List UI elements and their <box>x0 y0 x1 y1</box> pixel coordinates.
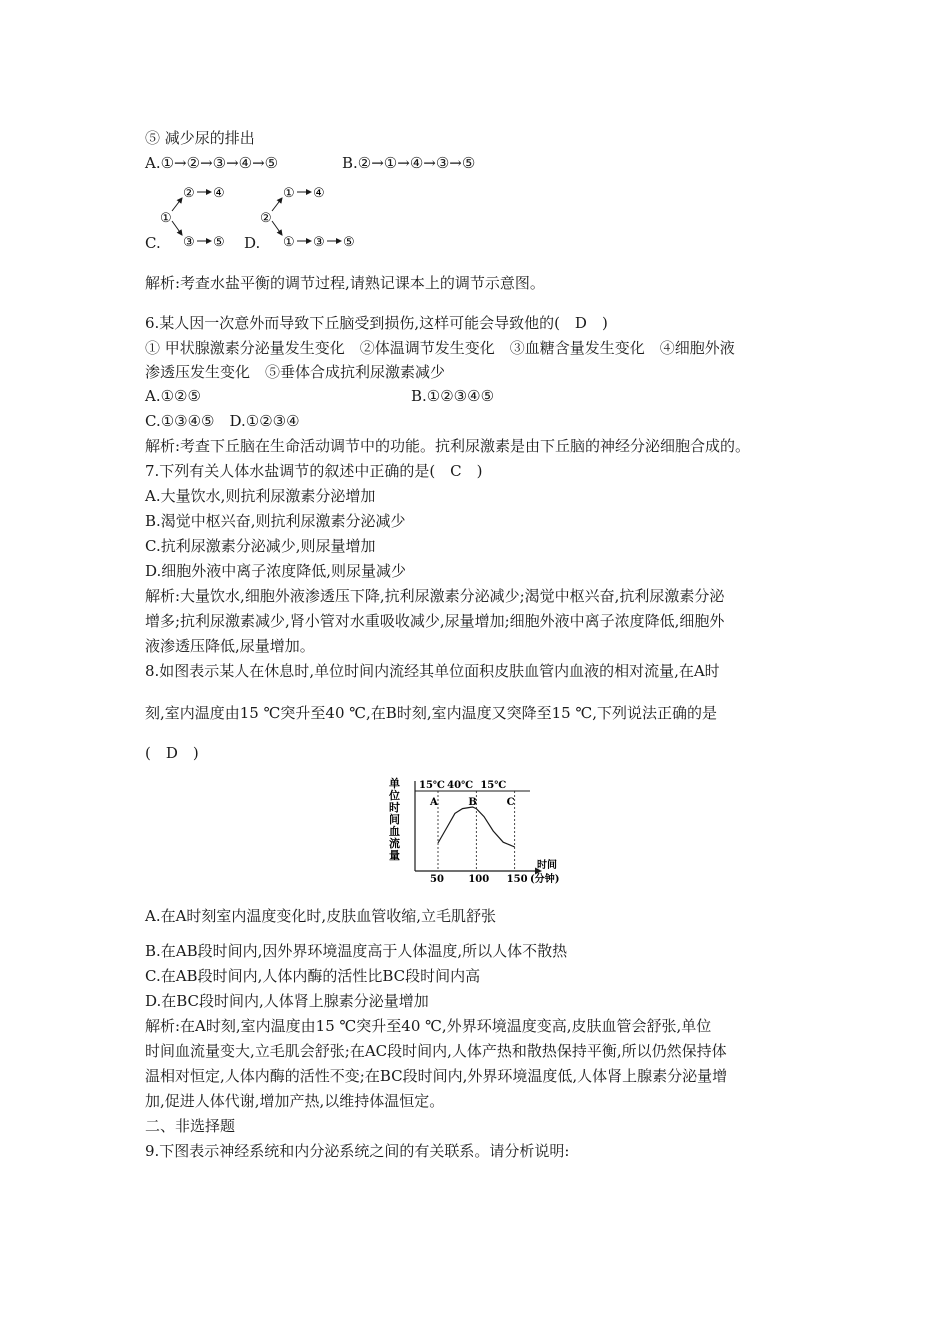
segment-marker: B <box>468 797 477 808</box>
x-axis-label-line2: (分钟) <box>530 874 560 885</box>
y-axis-label-char: 时 <box>389 801 400 814</box>
temperature-label: 15℃ <box>419 780 445 791</box>
diag-d-bot2: ③ <box>313 235 325 250</box>
q5-analysis: 解析:考查水盐平衡的调节过程,请熟记课本上的调节示意图。 <box>145 274 545 292</box>
q8-analysis-line3: 温相对恒定,人体内酶的活性不变;在BC段时间内,外界环境温度低,人体肾上腺素分泌量增 <box>145 1067 728 1085</box>
q7-option-b: B.渴觉中枢兴奋,则抗利尿激素分泌减少 <box>145 512 406 530</box>
diag-c-top1: ② <box>183 186 195 201</box>
x-tick-label: 50 <box>430 874 444 885</box>
q6-items-line2: 渗透压发生变化 ⑤垂体合成抗利尿激素减少 <box>145 363 446 381</box>
q6-items-line1: ① 甲状腺激素分泌量发生变化 ②体温调节发生变化 ③血糖含量发生变化 ④细胞外液 <box>145 339 735 357</box>
x-axis-label-line1: 时间 <box>537 860 557 871</box>
x-tick-label: 100 <box>468 874 490 885</box>
q8-answer: ( D ) <box>145 744 199 762</box>
q8-option-a: A.在A时刻室内温度变化时,皮肤血管收缩,立毛肌舒张 <box>145 907 496 925</box>
q6-stem: 6.某人因一次意外而导致下丘脑受到损伤,这样可能会导致他的( D ) <box>145 314 608 332</box>
q5-option-c-label: C. <box>145 234 161 252</box>
q7-option-c: C.抗利尿激素分泌减少,则尿量增加 <box>145 537 376 555</box>
q6-option-b: B.①②③④⑤ <box>411 387 495 405</box>
q7-analysis-line3: 液渗透压降低,尿量增加。 <box>145 637 315 655</box>
diag-d-top2: ④ <box>313 186 325 201</box>
y-axis-label <box>388 776 400 862</box>
y-axis-label-char: 量 <box>389 849 400 862</box>
y-axis-label-char: 单 <box>389 777 400 790</box>
x-tick-label: 150 <box>506 874 528 885</box>
diag-d-root: ② <box>260 211 272 226</box>
temperature-label: 15℃ <box>480 780 507 791</box>
diag-c-top2: ④ <box>213 186 225 201</box>
q8-analysis-line1: 解析:在A时刻,室内温度由15 ℃突升至40 ℃,外界环境温度变高,皮肤血管会舒张,单位 <box>145 1017 712 1035</box>
q5-option-d-label: D. <box>244 234 261 252</box>
q6-analysis: 解析:考查下丘脑在生命活动调节中的功能。抗利尿激素是由下丘脑的神经分泌细胞合成的。 <box>145 437 751 455</box>
diag-d-top1: ① <box>283 186 295 201</box>
q8-stem-line2: 刻,室内温度由15 ℃突升至40 ℃,在B时刻,室内温度又突降至15 ℃,下列说法正确的是 <box>145 704 718 722</box>
diag-c-bot2: ⑤ <box>213 235 225 250</box>
q7-analysis-line1: 解析:大量饮水,细胞外液渗透压下降,抗利尿激素分泌减少;渴觉中枢兴奋,抗利尿激素分泌 <box>145 587 725 605</box>
q6-option-cd: C.①③④⑤ D.①②③④ <box>145 412 300 430</box>
segment-marker: A <box>430 797 438 808</box>
y-axis-label-char: 位 <box>389 789 400 802</box>
q8-analysis-line2: 时间血流量变大,立毛肌会舒张;在AC段时间内,人体产热和散热保持平衡,所以仍然保持体 <box>145 1042 727 1060</box>
q8-option-d: D.在BC段时间内,人体肾上腺素分泌量增加 <box>145 992 429 1010</box>
q7-stem: 7.下列有关人体水盐调节的叙述中正确的是( C ) <box>145 462 483 480</box>
diag-d-bot1: ① <box>283 235 295 250</box>
temperature-label: 40℃ <box>447 780 474 791</box>
y-axis-label-char: 流 <box>389 837 400 850</box>
q5-item5: ⑤ 减少尿的排出 <box>145 129 255 147</box>
q7-option-d: D.细胞外液中离子浓度降低,则尿量减少 <box>145 562 407 580</box>
q7-option-a: A.大量饮水,则抗利尿激素分泌增加 <box>145 487 376 505</box>
diag-d-bot3: ⑤ <box>343 235 355 250</box>
q5-option-d-diagram <box>255 180 365 255</box>
q9-stem: 9.下图表示神经系统和内分泌系统之间的有关联系。请分析说明: <box>145 1142 570 1160</box>
q5-option-a: A.①→②→③→④→⑤ <box>145 154 279 172</box>
diag-c-bot1: ③ <box>183 235 195 250</box>
y-axis-label-char: 血 <box>389 825 400 838</box>
q8-option-b: B.在AB段时间内,因外界环境温度高于人体温度,所以人体不散热 <box>145 942 568 960</box>
diag-c-root: ① <box>160 211 172 226</box>
segment-marker: C <box>506 797 515 808</box>
section-title: 二、非选择题 <box>145 1117 236 1135</box>
q8-stem-line1: 8.如图表示某人在休息时,单位时间内流经其单位面积皮肤血管内血液的相对流量,在A时 <box>145 662 720 680</box>
q8-option-c: C.在AB段时间内,人体内酶的活性比BC段时间内高 <box>145 967 481 985</box>
q5-option-b: B.②→①→④→③→⑤ <box>342 154 476 172</box>
q5-option-c-diagram <box>155 180 245 255</box>
q7-analysis-line2: 增多;抗利尿激素减少,肾小管对水重吸收减少,尿量增加;细胞外液中离子浓度降低,细胞外 <box>145 612 725 630</box>
q6-option-a: A.①②⑤ <box>145 387 201 405</box>
y-axis-label-char: 间 <box>389 813 400 826</box>
q8-analysis-line4: 加,促进人体代谢,增加产热,以维持体温恒定。 <box>145 1092 445 1110</box>
blood-flow-chart <box>380 773 580 888</box>
